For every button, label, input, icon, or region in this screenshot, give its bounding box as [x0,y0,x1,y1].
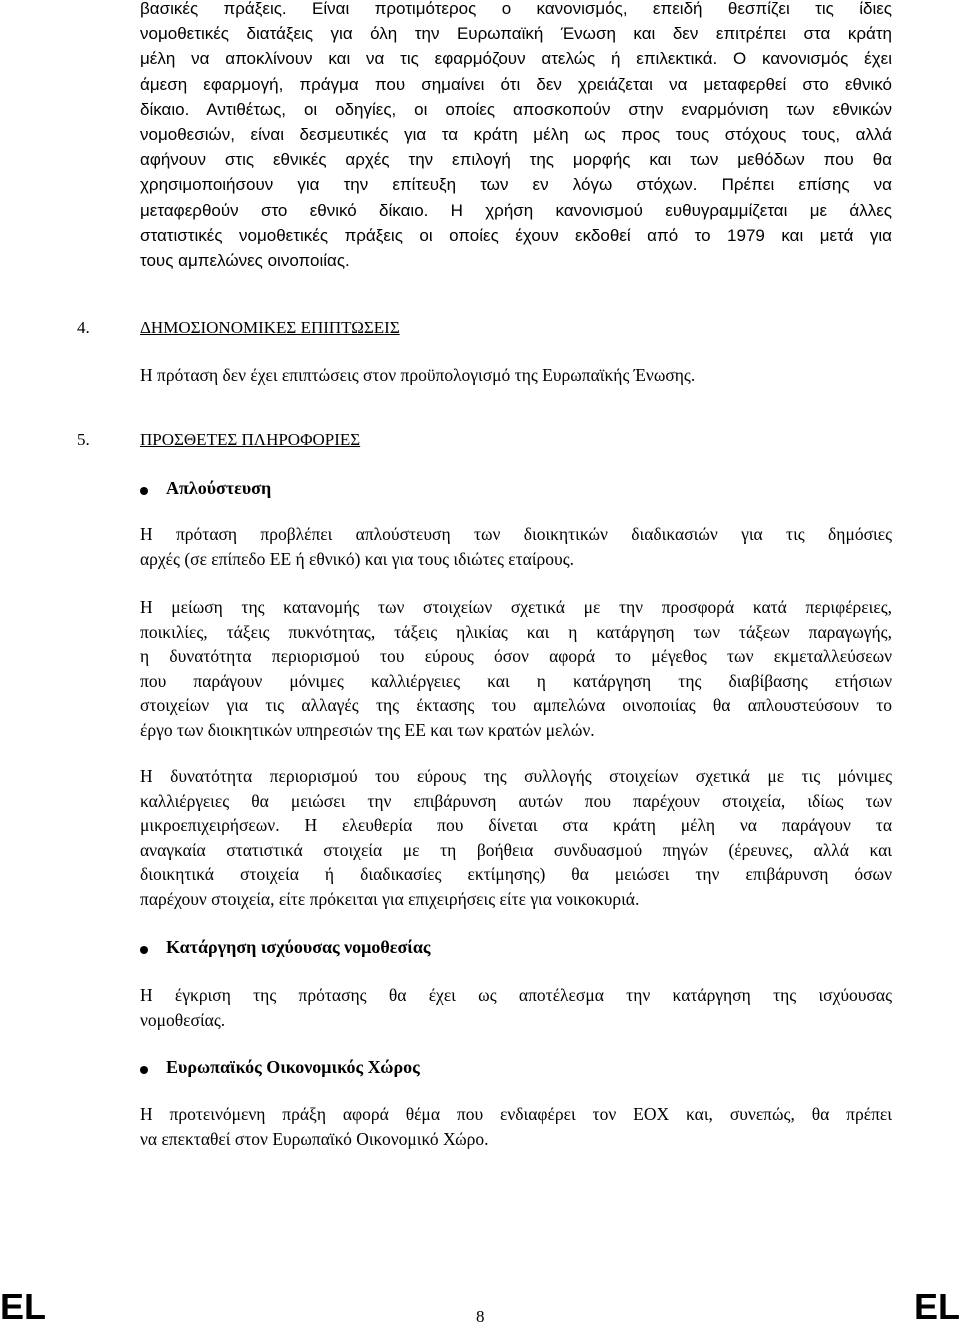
section-title: ΔΗΜΟΣΙΟΝΟΜΙΚΕΣ ΕΠΙΠΤΩΣΕΙΣ [140,318,400,337]
section-4-heading [77,318,477,340]
text-line: νομοθεσίας. [140,1009,226,1030]
bullet-heading-eea [140,1057,540,1081]
text-line: η δυνατότητα περιορισμού του εύρους όσον αφορά το μέγεθος των εκμεταλλεύσεων [140,646,892,667]
text-line: καλλιέργειες θα μειώσει την επιβάρυνση αυτών που παρέχουν στοιχεία, ιδίως των [140,790,892,811]
section-number: 5. [77,430,90,449]
text-line: Η πρόταση προβλέπει απλούστευση των διοικητικών διαδικασιών για τις δημόσιες [140,524,892,544]
text-line: διοικητικά στοιχεία ή διαδικασίες εκτίμησης) θα μειώσει την επιβάρυνση όσων [140,864,892,885]
text-line: μεταφερθούν στο εθνικό δίκαιο. Η χρήση κανονισμού ευθυγραμμίζεται με άλλες [140,200,892,220]
footer-language-left: EL [0,1286,47,1327]
text-line: ποικιλίες, τάξεις πυκνότητας, τάξεις ηλικίας και η κατάργηση των τάξεων παραγωγής, [140,621,892,642]
text-line: παρέχουν στοιχεία, είτε πρόκειται για επιχειρήσεις είτε για νοικοκυριά. [140,888,640,909]
text-line: Η πρόταση δεν έχει επιπτώσεις στον προϋπολογισμό της Ευρωπαϊκής Ένωσης. [140,365,696,385]
bullet-icon [140,1066,148,1074]
text-line: αναγκαία στατιστικά στοιχεία με τη βοήθεια συνδυασμού πηγών (έρευνες, αλλά και [140,839,892,860]
text-line: Η έγκριση της πρότασης θα έχει ως αποτέλεσμα την κατάργηση της ισχύουσας [140,985,892,1005]
bullet-heading-repeal [140,937,540,961]
text-line: που παράγουν μόνιμες καλλιέργειες και η κατάργηση της διαβίβασης ετήσιων [140,670,892,691]
bullet-label: Απλούστευση [166,478,272,498]
text-line: να επεκταθεί στον Ευρωπαϊκό Οικονομικό Χώρο. [140,1128,489,1149]
text-line: Η μείωση της κατανομής των στοιχείων σχετικά με την προσφορά κατά περιφέρειες, [140,597,892,617]
text-line: στατιστικές νομοθετικές πράξεις οι οποίες έχουν εκδοθεί από το 1979 και μετά για [140,225,892,245]
text-line: αφήνουν στις εθνικές αρχές την επιλογή της μορφής και των μεθόδων που θα [140,150,892,170]
text-line: τους αμπελώνες οινοποιίας. [140,251,350,271]
bullet-icon [140,487,148,495]
bullet-heading-simplification [140,478,540,502]
text-line: χρησιμοποιήσουν για την επίτευξη των εν λόγω στόχων. Πρέπει επίσης να [140,175,892,195]
paragraph [140,595,892,743]
section-title: ΠΡΟΣΘΕΤΕΣ ΠΛΗΡΟΦΟΡΙΕΣ [140,430,361,449]
section-5-heading [77,430,477,452]
bullet-label: Κατάργηση ισχύουσας νομοθεσίας [166,937,431,957]
text-line: στοιχείων για τις αλλαγές της έκτασης του αμπελώνα οινοποιίας θα απλουστεύσουν το [140,695,892,716]
text-line: Η δυνατότητα περιορισμού του εύρους της συλλογής στοιχείων σχετικά με τις μόνιμες [140,766,892,786]
paragraph [140,1102,892,1151]
text-line: Η προτεινόμενη πράξη αφορά θέμα που ενδιαφέρει τον ΕΟΧ και, συνεπώς, θα πρέπει [140,1104,892,1124]
text-line: δίκαιο. Αντιθέτως, οι οδηγίες, οι οποίες αποσκοπούν στην εναρμόνιση των εθνικών [140,99,892,119]
text-line: βασικές πράξεις. Είναι προτιμότερος ο κανονισμός, επειδή θεσπίζει τις ίδιες [140,0,892,18]
intro-paragraph [140,0,892,273]
bullet-label: Ευρωπαϊκός Οικονομικός Χώρος [166,1057,420,1077]
page-number: 8 [476,1307,485,1326]
section-4-text [140,363,892,388]
paragraph [140,983,892,1032]
text-line: νομοθεσιών, είναι δεσμευτικές για τα κράτη μέλη ως προς τους στόχους τους, αλλά [140,125,892,145]
text-line: μικροεπιχειρήσεων. Η ελευθερία που δίνεται στα κράτη μέλη να παράγουν τα [140,815,892,836]
bullet-icon [140,946,148,954]
text-line: αρχές (σε επίπεδο ΕΕ ή εθνικό) και για τους ιδιώτες εταίρους. [140,548,575,569]
paragraph [140,764,892,912]
footer-language-right: EL [913,1286,960,1327]
text-line: νομοθετικές διατάξεις για όλη την Ευρωπαϊκή Ένωση και δεν επιτρέπει στα κράτη [140,24,892,44]
text-line: έργο των διοικητικών υπηρεσιών της ΕΕ και των κρατών μελών. [140,719,595,740]
paragraph [140,522,892,571]
section-number: 4. [77,318,90,337]
text-line: μέλη να αποκλίνουν και να τις εφαρμόζουν ατελώς ή επιλεκτικά. Ο κανονισμός έχει [140,49,892,69]
text-line: άμεση εφαρμογή, πράγμα που σημαίνει ότι δεν χρειάζεται να μεταφερθεί στο εθνικό [140,74,892,94]
